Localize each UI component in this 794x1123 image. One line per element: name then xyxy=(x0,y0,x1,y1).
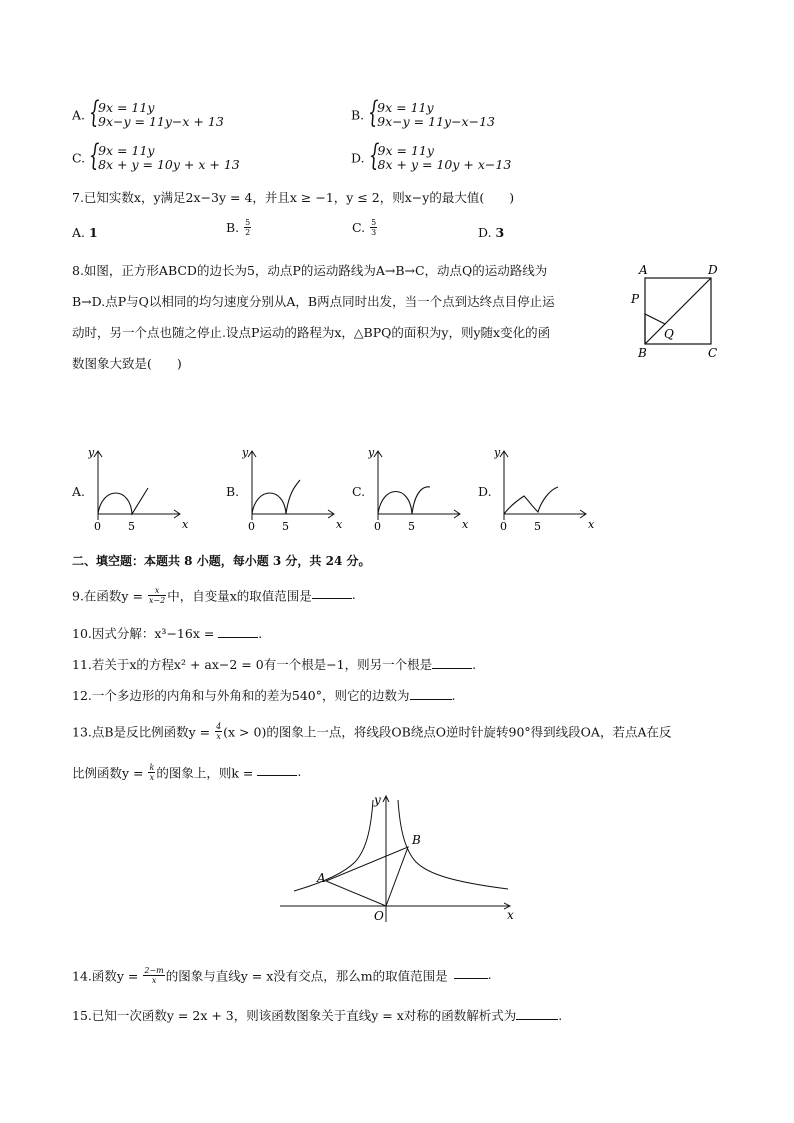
q13-line2 xyxy=(72,763,301,782)
q14-post: 的图象与直线y = x没有交点，那么m的取值范围是 xyxy=(165,968,448,984)
numerator: 5 xyxy=(371,218,377,227)
fraction xyxy=(244,218,251,237)
fraction xyxy=(148,763,155,782)
axis-label-x: x xyxy=(336,518,343,531)
fraction xyxy=(148,586,166,605)
axis-label-five: 5 xyxy=(408,520,415,533)
answer-blank[interactable] xyxy=(516,1009,558,1020)
option-label: D. xyxy=(478,484,492,499)
answer-blank[interactable] xyxy=(432,658,472,669)
label-a: A xyxy=(639,263,648,277)
answer-blank[interactable] xyxy=(257,765,297,776)
q15-text: 15.已知一次函数y = 2x + 3，则该函数图象关于直线y = x对称的函数解析式为 xyxy=(72,1008,517,1023)
numerator: 2−m xyxy=(144,966,164,975)
axis-label-x: x xyxy=(462,518,469,531)
q7-option-d xyxy=(478,225,504,240)
q13-line2-post: 的图象上，则k = xyxy=(156,765,258,781)
q14-pre: 14.函数y = xyxy=(72,968,143,984)
equation-system xyxy=(89,144,240,172)
option-label: A. xyxy=(72,225,86,240)
function-curve xyxy=(378,487,430,514)
option-label: C. xyxy=(72,150,86,166)
axis-label-y: y xyxy=(242,446,249,459)
label-d: D xyxy=(708,263,718,277)
denominator: x xyxy=(216,732,221,741)
label-p: P xyxy=(631,292,640,306)
option-label: C. xyxy=(352,220,366,235)
axis-label-y: y xyxy=(368,446,375,459)
label-o: O xyxy=(374,909,384,923)
period: . xyxy=(558,1008,563,1023)
equation-line: 9x−y = 11y−x + 13 xyxy=(98,114,224,129)
function-curve xyxy=(98,488,148,514)
answer-blank[interactable] xyxy=(312,588,352,599)
label-b: B xyxy=(638,346,647,360)
q9-pre: 9.在函数y = xyxy=(72,588,147,604)
fraction xyxy=(143,966,164,985)
q13-post: (x > 0)的图象上一点，将线段OB绕点O逆时针旋转90°得到线段OA，若点A在反 xyxy=(223,724,672,740)
fraction xyxy=(370,218,377,237)
axis-label-x: x xyxy=(588,518,595,531)
section-title: 二、填空题：本题共 8 小题，每小题 3 分，共 24 分。 xyxy=(72,554,371,568)
answer-blank[interactable] xyxy=(410,689,452,700)
label-x: x xyxy=(507,908,514,922)
q7-option-b xyxy=(226,218,252,237)
axis-label-o: 0 xyxy=(94,520,101,533)
numerator: k xyxy=(149,763,155,772)
answer-blank[interactable] xyxy=(218,627,258,638)
denominator: x−2 xyxy=(148,596,166,605)
option-value: 3 xyxy=(495,225,505,240)
equation-system xyxy=(368,101,495,129)
denominator: x xyxy=(151,976,157,985)
q10 xyxy=(72,624,262,642)
axis-label-five: 5 xyxy=(282,520,289,533)
q11-text: 11.若关于x的方程x² + ax−2 = 0有一个根是−1，则另一个根是 xyxy=(72,657,433,672)
equation-line: 9x−y = 11y−x−13 xyxy=(377,114,495,129)
period: . xyxy=(451,688,456,703)
axis-label-five: 5 xyxy=(128,520,135,533)
q15 xyxy=(72,1006,562,1024)
q13-line1 xyxy=(72,722,671,741)
denominator: x xyxy=(149,773,155,782)
denominator: 2 xyxy=(245,228,251,237)
graph-svg xyxy=(368,446,472,536)
label-a: A xyxy=(317,871,326,885)
axis-label-x: x xyxy=(182,518,189,531)
triangle-bpq xyxy=(645,314,665,344)
axis-label-five: 5 xyxy=(534,520,541,533)
q6-option-a xyxy=(72,101,224,129)
q11 xyxy=(72,655,476,673)
equation-line: 8x + y = 10y + x + 13 xyxy=(98,157,240,172)
q10-text: 10.因式分解：x³−16x = xyxy=(72,626,219,641)
graph-svg xyxy=(242,446,346,536)
q8-line2: B→D.点P与Q以相同的均匀速度分别从A，B两点同时出发，当一个点到达终点目停止运 xyxy=(72,294,555,309)
q9-post: 中，自变量x的取值范围是 xyxy=(167,588,312,604)
period: . xyxy=(258,626,263,641)
option-label: B. xyxy=(226,220,240,235)
q8-line1: 8.如图，正方形ABCD的边长为5，动点P的运动路线为A→B→C，动点Q的运动路线为 xyxy=(72,263,548,278)
q7-option-a xyxy=(72,225,98,240)
option-label: D. xyxy=(478,225,492,240)
equation-system xyxy=(369,144,512,172)
label-c: C xyxy=(708,346,718,360)
q13-pre: 13.点B是反比例函数y = xyxy=(72,724,215,740)
q12-text: 12.一个多边形的内角和与外角和的差为540°，则它的边数为 xyxy=(72,688,410,703)
q12 xyxy=(72,686,455,704)
square-abcd-figure xyxy=(626,258,726,364)
equation-line: 9x = 11y xyxy=(98,143,155,158)
option-label: D. xyxy=(351,150,365,166)
option-value: 1 xyxy=(89,225,98,240)
diagonal-bd xyxy=(645,278,711,344)
q7-option-c xyxy=(352,218,378,237)
option-label: A. xyxy=(72,484,86,499)
q9 xyxy=(72,586,356,605)
equation-system xyxy=(89,101,224,129)
q13-line2-pre: 比例函数y = xyxy=(72,765,148,781)
q14 xyxy=(72,966,492,985)
function-curve xyxy=(252,480,300,514)
graph-svg xyxy=(88,446,192,536)
denominator: 3 xyxy=(371,228,377,237)
q6-option-d xyxy=(351,144,511,172)
period: . xyxy=(472,657,477,672)
axis-label-o: 0 xyxy=(248,520,255,533)
q8-line4: 数图象大致是( ) xyxy=(72,356,182,371)
function-curve xyxy=(504,487,558,514)
option-label: B. xyxy=(226,484,240,499)
answer-blank[interactable] xyxy=(454,968,488,979)
option-label: C. xyxy=(352,484,366,499)
axis-label-o: 0 xyxy=(374,520,381,533)
equation-line: 8x + y = 10y + x−13 xyxy=(377,157,512,172)
axis-label-o: 0 xyxy=(500,520,507,533)
equation-line: 9x = 11y xyxy=(377,100,434,115)
triangle-oab xyxy=(326,847,408,906)
option-label: B. xyxy=(351,107,365,123)
fraction xyxy=(215,722,222,741)
q8-line3: 动时，另一个点也随之停止.设点P运动的路程为x，△BPQ的面积为y，则y随x变化的函 xyxy=(72,325,551,340)
numerator: 5 xyxy=(245,218,251,227)
q6-option-b xyxy=(351,101,495,129)
period: . xyxy=(487,967,492,982)
q7-stem: 7.已知实数x，y满足2x−3y = 4，并且x ≥ −1，y ≤ 2，则x−y的最大值( ) xyxy=(72,190,515,205)
numerator: x xyxy=(148,586,166,596)
label-b: B xyxy=(412,833,421,847)
q6-option-c xyxy=(72,144,240,172)
label-y: y xyxy=(374,793,381,807)
equation-line: 9x = 11y xyxy=(98,100,155,115)
label-q: Q xyxy=(664,327,674,341)
q13-figure xyxy=(278,790,520,926)
axis-label-y: y xyxy=(88,446,95,459)
option-label: A. xyxy=(72,107,86,123)
numerator: 4 xyxy=(216,722,222,731)
axis-label-y: y xyxy=(494,446,501,459)
equation-line: 9x = 11y xyxy=(377,143,434,158)
period: . xyxy=(351,587,356,602)
graph-svg xyxy=(494,446,598,536)
period: . xyxy=(297,764,302,779)
